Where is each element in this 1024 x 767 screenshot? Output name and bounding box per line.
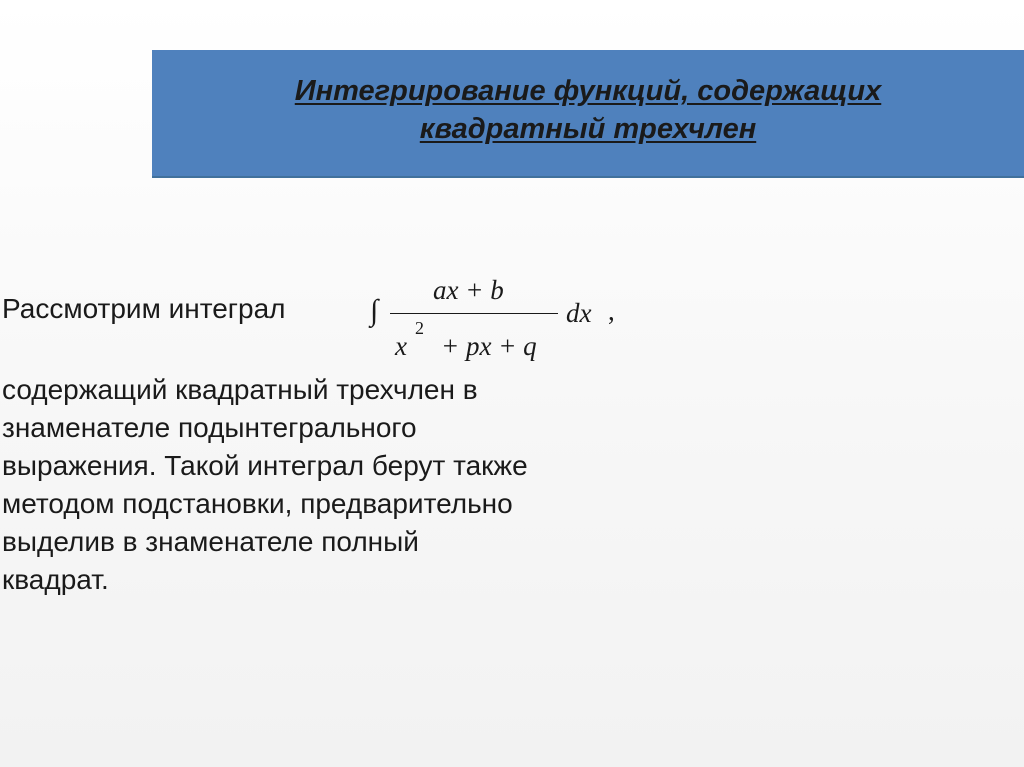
body-line-4: методом подстановки, предварительно [2,488,513,519]
body-line-5: выделив в знаменателе полный [2,526,419,557]
body-paragraph [2,371,702,599]
integral-sign: ∫ [370,294,379,327]
body-line-3: выражения. Такой интеграл берут также [2,450,528,481]
formula-denominator-exponent: 2 [415,318,424,338]
intro-text: Рассмотрим интеграл [2,293,286,324]
formula-differential: dx [566,298,592,328]
formula-comma: , [608,296,615,326]
formula-denominator-x: x [395,331,407,361]
slide-title [152,72,1024,148]
title-line-2: квадратный трехчлен [419,113,757,145]
body-line-1: содержащий квадратный трехчлен в [2,374,478,405]
title-banner [152,50,1024,178]
body-line-2: знаменателе подынтегрального [2,412,417,443]
formula-numerator: ax + b [433,275,504,305]
title-line-1: Интегрирование функций, содержащих [294,75,882,107]
body-line-6: квадрат. [2,564,109,595]
formula-denominator-rest: + px + q [441,331,537,361]
